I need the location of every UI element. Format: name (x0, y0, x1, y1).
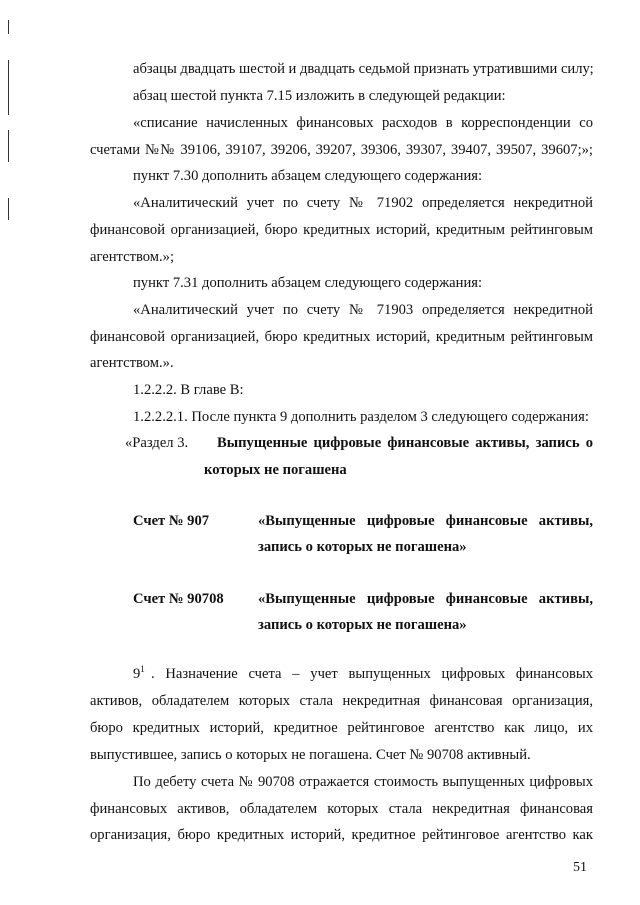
text-line: активов, обладателем которых стала некредитная финансовая организация, (90, 693, 593, 709)
text-line: бюро кредитных историй, кредитное рейтинговое агентство как лицо, их (90, 720, 593, 736)
text-line: По дебету счета № 90708 отражается стоимость выпущенных цифровых (133, 774, 593, 790)
section-title-line-2: которых не погашена (204, 462, 347, 478)
section-prefix (125, 434, 188, 452)
text-line: агентством.»; (90, 249, 175, 265)
text-line: абзац шестой пункта 7.15 изложить в следующей редакции: (133, 88, 506, 104)
text-line: финансовых активов, обладателем которых стала некредитная финансовая (90, 801, 593, 817)
account-name-line-2: запись о которых не погашена» (258, 617, 467, 633)
text-line: «списание начисленных финансовых расходов в корреспонденции со (133, 115, 593, 131)
text-line: 1.2.2.2. В главе В: (133, 382, 244, 398)
text-line: финансовой организацией, бюро кредитных историй, кредитным рейтинговым (90, 222, 593, 238)
margin-mark-1 (8, 20, 9, 34)
text-line: счетами №№ 39106, 39107, 39206, 39207, 39306, 39307, 39407, 39507, 39607;»; (90, 142, 593, 158)
text-line: 1.2.2.2.1. После пункта 9 дополнить разделом 3 следующего содержания: (133, 409, 589, 425)
margin-mark-3 (8, 130, 9, 162)
account-number: Счет № 907 (133, 513, 210, 529)
text-line: агентством.». (90, 355, 174, 371)
text-line: пункт 7.31 дополнить абзацем следующего содержания: (133, 275, 483, 291)
account-number: Счет № 90708 (133, 591, 224, 607)
account-name-line-1: «Выпущенные цифровые финансовые активы, (258, 591, 593, 607)
text-line: выпустившее, запись о которых не погашена. Счет № 90708 активный. (90, 747, 531, 763)
paragraph-number-superscript: 1 (140, 664, 145, 675)
text-line: «Аналитический учет по счету № 71902 определяется некредитной (133, 195, 593, 211)
paragraph-number-main: 9 (133, 666, 141, 682)
text-line: «Аналитический учет по счету № 71903 определяется некредитной (133, 302, 593, 318)
margin-mark-2 (8, 60, 9, 115)
section-title-line-1: Выпущенные цифровые финансовые активы, запись о (217, 435, 593, 451)
section-prefix-text: «Раздел 3. (125, 435, 189, 451)
text-line: финансовой организацией, бюро кредитных историй, кредитным рейтинговым (90, 329, 593, 345)
text-line: . Назначение счета – учет выпущенных цифровых финансовых (151, 666, 593, 682)
text-line: организация, бюро кредитных историй, кредитное рейтинговое агентство как (90, 827, 593, 843)
paragraph-number (133, 665, 145, 683)
account-name-line-2: запись о которых не погашена» (258, 539, 467, 555)
margin-mark-4 (8, 198, 9, 220)
page-number: 51 (573, 860, 587, 875)
text-line: пункт 7.30 дополнить абзацем следующего содержания: (133, 168, 483, 184)
account-name-line-1: «Выпущенные цифровые финансовые активы, (258, 513, 593, 529)
text-line: абзацы двадцать шестой и двадцать седьмой признать утратившими силу; (133, 61, 594, 77)
